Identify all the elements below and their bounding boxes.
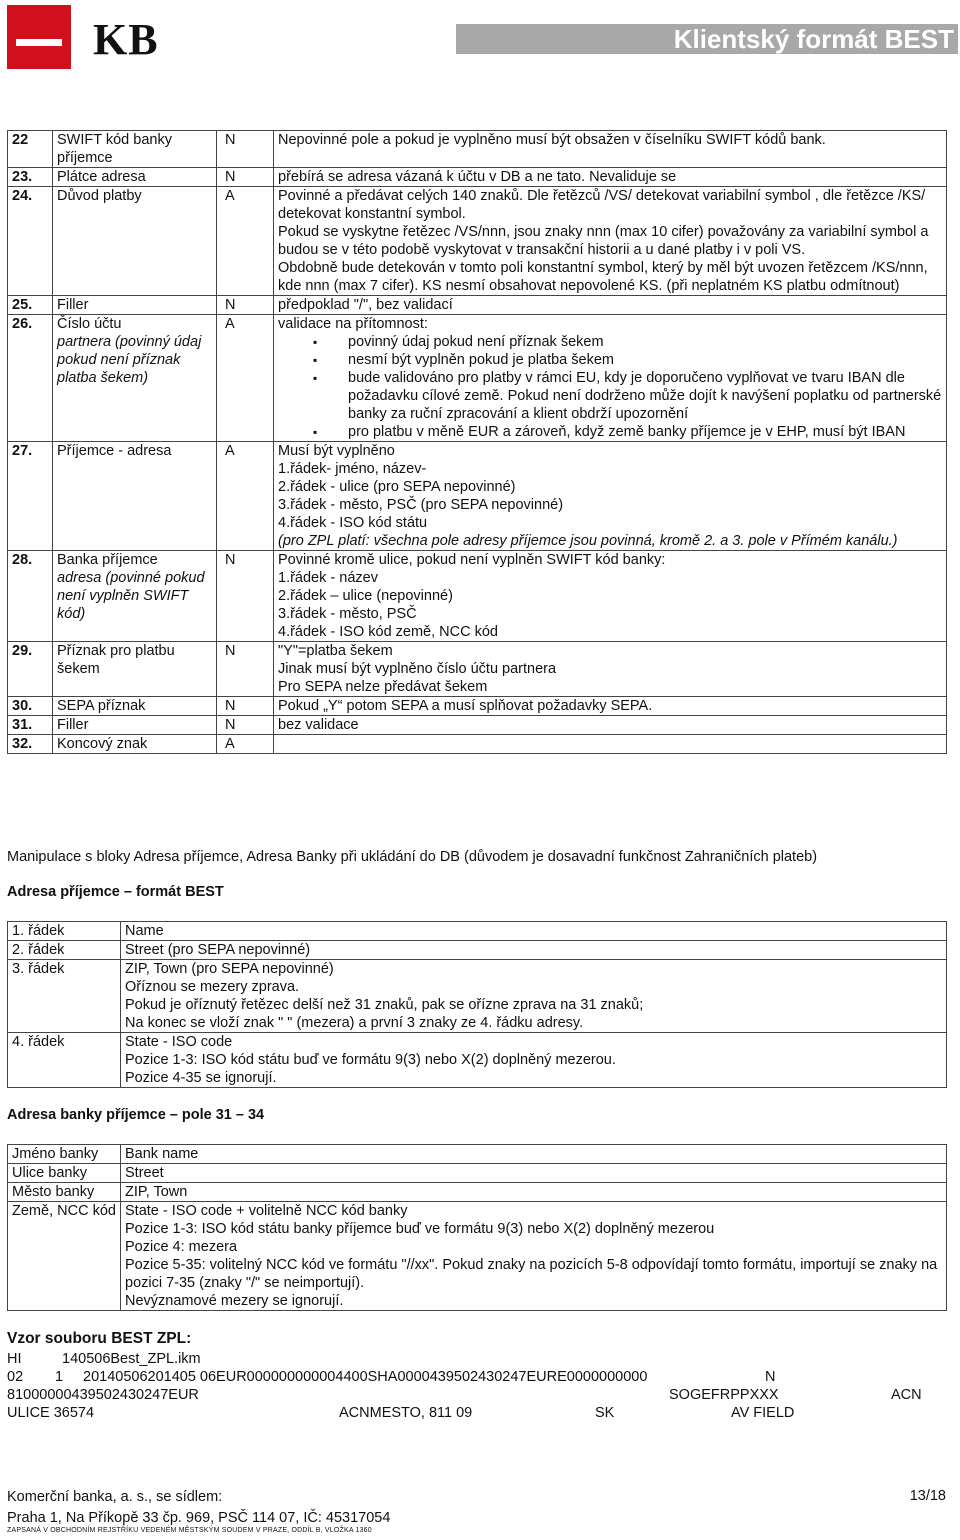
- kb-logo-text: KB: [93, 15, 159, 64]
- field-desc: [274, 187, 947, 296]
- sample-field: 140506Best_ZPL.ikm: [62, 1351, 201, 1367]
- row-key: 3. řádek: [8, 960, 121, 1033]
- table-row: [8, 1202, 947, 1311]
- value-line: Pokud je oříznutý řetězec delší než 31 znaků, pak se ořízne zprava na 31 znaků;: [125, 997, 644, 1013]
- row-value: Bank name: [121, 1145, 947, 1164]
- row-value: Name: [121, 922, 947, 941]
- field-name: [53, 315, 217, 442]
- table-row: [8, 697, 947, 716]
- row-number: 22: [8, 131, 53, 168]
- desc-line: Musí být vyplněno: [278, 443, 395, 459]
- desc-line: 1.řádek - název: [278, 570, 378, 586]
- value-line: Pozice 1-3: ISO kód státu banky příjemce buď ve formátu 9(3) nebo X(2) doplněný mezerou: [125, 1221, 715, 1237]
- desc-line: 1.řádek- jméno, název-: [278, 461, 427, 477]
- desc-line: Povinné a předávat celých 140 znaků. Dle řetězců /VS/ detekovat variabilní symbol , dle řetězce /KS/ detekovat konstantní symbol.: [278, 188, 926, 222]
- value-line: Pozice 4: mezera: [125, 1239, 238, 1255]
- table-row: [8, 1145, 947, 1164]
- list-item: ▪ nesmí být vyplněn pokud je platba šekem: [348, 351, 942, 369]
- adresa-prijemce-table: [7, 921, 947, 1088]
- value-line: Nevýznamové mezery se ignorují.: [125, 1293, 344, 1309]
- value-line: Pozice 5-35: volitelný NCC kód ve formátu "//xx". Pokud znaky na pozicích 5-8 odpovídají tomto formátu, importují se znaky na pozici 7-35 (znaky "/" se neimportují).: [125, 1257, 938, 1291]
- value-line: State - ISO code + volitelně NCC kód banky: [125, 1203, 408, 1219]
- field-type: A: [217, 442, 274, 551]
- field-name: Důvod platby: [53, 187, 217, 296]
- register-note: ZAPSANÁ V OBCHODNÍM REJSTŘÍKU VEDENÉM MĚSTSKÝM SOUDEM V PRAZE, ODDÍL B, VLOŽKA 1360: [7, 1527, 372, 1534]
- field-desc: [274, 315, 947, 442]
- desc-line: 2.řádek – ulice (nepovinné): [278, 588, 453, 604]
- sample-field: ULICE 36574: [7, 1405, 95, 1421]
- row-number: 30.: [8, 697, 53, 716]
- value-line: Oříznou se mezery zprava.: [125, 979, 300, 995]
- sample-heading: Vzor souboru BEST ZPL:: [7, 1330, 192, 1347]
- desc-line: Pokud se vyskytne řetězec /VS/nnn, jsou znaky nnn (max 10 cifer) považovány za variabilní symbol a budou se v této podobě vyskytovat v transakční historii a u dané platby i v poli VS.: [278, 224, 929, 258]
- table-row: [8, 922, 947, 941]
- desc-line: Jinak musí být vyplněno číslo účtu partnera: [278, 661, 557, 677]
- desc-line: 2.řádek - ulice (pro SEPA nepovinné): [278, 479, 516, 495]
- sample-field: ACN: [891, 1387, 922, 1403]
- list-item: ▪ povinný údaj pokud není příznak šekem: [348, 333, 942, 351]
- field-name: Příjemce - adresa: [53, 442, 217, 551]
- manipulace-text: Manipulace s bloky Adresa příjemce, Adresa Banky při ukládání do DB (důvodem je dosavadní funkčnost Zahraničních plateb): [7, 849, 818, 865]
- sample-field: HI: [7, 1351, 22, 1367]
- table-row: [8, 315, 947, 442]
- sample-file-block: [7, 1330, 953, 1422]
- row-key: Jméno banky: [8, 1145, 121, 1164]
- field-name: Koncový znak: [53, 735, 217, 754]
- table-row: [8, 551, 947, 642]
- row-number: 25.: [8, 296, 53, 315]
- table-row: [8, 168, 947, 187]
- field-desc: [274, 642, 947, 697]
- row-key: Ulice banky: [8, 1164, 121, 1183]
- sample-field: 1: [55, 1369, 64, 1385]
- table-row: [8, 1164, 947, 1183]
- row-value: Street: [121, 1164, 947, 1183]
- list-item: ▪ pro platbu v měně EUR a zároveň, když země banky příjemce je v EHP, musí být IBAN: [348, 423, 942, 441]
- field-type: A: [217, 735, 274, 754]
- sample-field: SK: [595, 1405, 615, 1421]
- field-name-main: Číslo účtu: [57, 316, 122, 332]
- field-type: A: [217, 187, 274, 296]
- desc-line: 4.řádek - ISO kód státu: [278, 515, 428, 531]
- sample-line: [7, 1404, 953, 1422]
- field-name: SEPA příznak: [53, 697, 217, 716]
- table-row: [8, 941, 947, 960]
- row-number: 28.: [8, 551, 53, 642]
- field-desc: Pokud „Y“ potom SEPA a musí splňovat požadavky SEPA.: [274, 697, 947, 716]
- field-type: N: [217, 716, 274, 735]
- field-desc: [274, 442, 947, 551]
- desc-line: Pro SEPA nelze předávat šekem: [278, 679, 488, 695]
- row-key: Město banky: [8, 1183, 121, 1202]
- value-line: Pozice 4-35 se ignorují.: [125, 1070, 277, 1086]
- table-row: [8, 716, 947, 735]
- kb-logo-mark: [7, 5, 71, 69]
- value-line: State - ISO code: [125, 1034, 233, 1050]
- field-type: N: [217, 131, 274, 168]
- row-number: 23.: [8, 168, 53, 187]
- row-number: 27.: [8, 442, 53, 551]
- field-name-note: partnera (povinný údaj pokud není příznak platba šekem): [57, 334, 202, 386]
- field-spec-table: [7, 130, 947, 754]
- field-type: N: [217, 697, 274, 716]
- field-name: SWIFT kód banky příjemce: [53, 131, 217, 168]
- table-row: [8, 131, 947, 168]
- desc-line: Povinné kromě ulice, pokud není vyplněn SWIFT kód banky:: [278, 552, 666, 568]
- sample-field: ACNMESTO, 811 09: [339, 1405, 473, 1421]
- desc-line: 4.řádek - ISO kód země, NCC kód: [278, 624, 498, 640]
- desc-line: "Y"=platba šekem: [278, 643, 393, 659]
- desc-line: 3.řádek - město, PSČ (pro SEPA nepovinné): [278, 497, 564, 513]
- document-title: Klientský formát BEST: [673, 24, 954, 54]
- bullet-list: [278, 333, 942, 441]
- desc-line: 3.řádek - město, PSČ: [278, 606, 417, 622]
- adresa-prijemce-heading: Adresa příjemce – formát BEST: [7, 884, 224, 900]
- adresa-banky-table: [7, 1144, 947, 1311]
- field-name-note: adresa (povinné pokud není vyplněn SWIFT kód): [57, 570, 205, 622]
- sample-field: 81000000439502430247EUR: [7, 1387, 199, 1403]
- desc-line: validace na přítomnost:: [278, 316, 428, 332]
- row-key: 4. řádek: [8, 1033, 121, 1088]
- row-value: [121, 1033, 947, 1088]
- table-row: [8, 642, 947, 697]
- field-name: Příznak pro platbu šekem: [53, 642, 217, 697]
- table-row: [8, 187, 947, 296]
- table-row: [8, 1033, 947, 1088]
- field-name: Filler: [53, 296, 217, 315]
- table-row: [8, 1183, 947, 1202]
- table-row: [8, 735, 947, 754]
- field-name: Filler: [53, 716, 217, 735]
- table-row: [8, 960, 947, 1033]
- table-row: [8, 442, 947, 551]
- sample-line: [7, 1368, 953, 1386]
- value-line: Na konec se vloží znak " " (mezera) a první 3 znaky ze 4. řádku adresy.: [125, 1015, 584, 1031]
- sample-field: N: [765, 1369, 776, 1385]
- field-desc: Nepovinné pole a pokud je vyplněno musí být obsažen v číselníku SWIFT kódů bank.: [274, 131, 947, 168]
- value-line: ZIP, Town (pro SEPA nepovinné): [125, 961, 334, 977]
- sample-field: 20140506201405 06EUR000000000004400SHA0000439502430247EURE0000000000: [83, 1369, 648, 1385]
- sample-field: SOGEFRPPXXX: [669, 1387, 779, 1403]
- field-desc: přebírá se adresa vázaná k účtu v DB a ne tato. Nevaliduje se: [274, 168, 947, 187]
- field-name: Plátce adresa: [53, 168, 217, 187]
- row-value: [121, 960, 947, 1033]
- page-number: 13/18: [909, 1488, 946, 1504]
- row-number: 32.: [8, 735, 53, 754]
- desc-line: Obdobně bude detekován v tomto poli konstantní symbol, který by měl být uvozen řetězcem /KS/nnn, kde nnn (max 7 cifer). KS nesmí obsahovat nepovolené KS. (při neplatném KS platbu odmítnout): [278, 260, 928, 294]
- sample-field: 02: [7, 1369, 24, 1385]
- row-number: 29.: [8, 642, 53, 697]
- table-row: [8, 296, 947, 315]
- row-number: 31.: [8, 716, 53, 735]
- adresa-banky-heading: Adresa banky příjemce – pole 31 – 34: [7, 1107, 265, 1123]
- desc-note: (pro ZPL platí: všechna pole adresy příjemce jsou povinná, kromě 2. a 3. pole v Přímém kanálu.): [278, 533, 898, 549]
- sample-line: [7, 1386, 953, 1404]
- row-value: Street (pro SEPA nepovinné): [121, 941, 947, 960]
- field-type: N: [217, 642, 274, 697]
- field-type: N: [217, 168, 274, 187]
- list-item: ▪ bude validováno pro platby v rámci EU, kdy je doporučeno vyplňovat ve tvaru IBAN dle požadavku cílové země. Pokud není dodrženo může dojít k navýšení poplatku od partnerské banky za ruční zpracování a klient obdrží upozornění: [348, 369, 942, 423]
- value-line: Pozice 1-3: ISO kód státu buď ve formátu 9(3) nebo X(2) doplněný mezerou.: [125, 1052, 616, 1068]
- field-name-main: Banka příjemce: [57, 552, 158, 568]
- row-number: 24.: [8, 187, 53, 296]
- row-key: 2. řádek: [8, 941, 121, 960]
- field-desc: předpoklad "/", bez validací: [274, 296, 947, 315]
- field-type: A: [217, 315, 274, 442]
- row-key: Země, NCC kód: [8, 1202, 121, 1311]
- row-value: ZIP, Town: [121, 1183, 947, 1202]
- field-desc: bez validace: [274, 716, 947, 735]
- row-number: 26.: [8, 315, 53, 442]
- field-desc: [274, 735, 947, 754]
- footer-line: Praha 1, Na Příkopě 33 čp. 969, PSČ 114 07, IČ: 45317054: [7, 1510, 391, 1526]
- field-type: N: [217, 296, 274, 315]
- field-name: [53, 551, 217, 642]
- row-key: 1. řádek: [8, 922, 121, 941]
- field-type: N: [217, 551, 274, 642]
- footer: [7, 1488, 390, 1528]
- row-value: [121, 1202, 947, 1311]
- header-band: [456, 24, 958, 54]
- sample-field: AV FIELD: [731, 1405, 795, 1421]
- sample-line: [7, 1350, 953, 1368]
- field-desc: [274, 551, 947, 642]
- footer-line: Komerční banka, a. s., se sídlem:: [7, 1489, 223, 1505]
